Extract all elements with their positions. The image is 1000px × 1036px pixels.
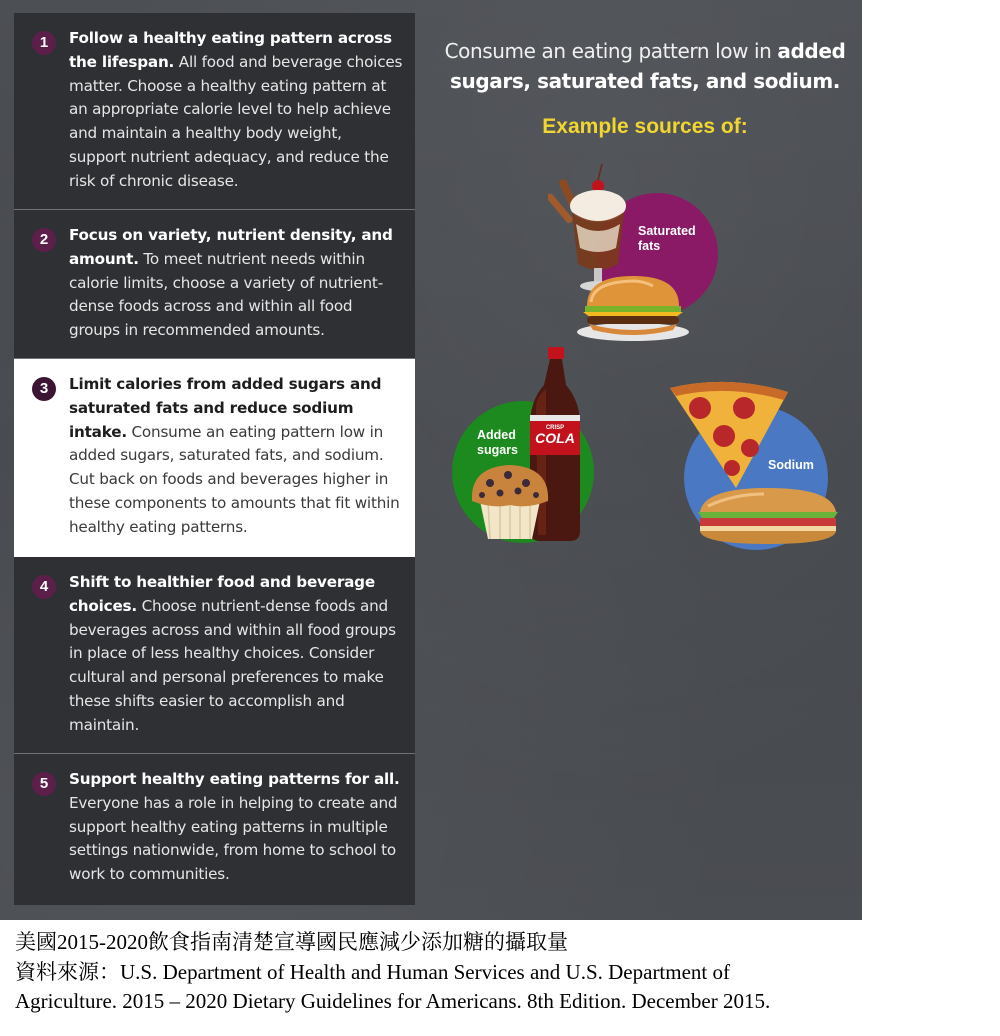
step-number-badge: 3 <box>32 377 56 401</box>
guideline-text <box>69 373 403 540</box>
step-number-badge: 4 <box>32 575 56 599</box>
sodium-group <box>664 378 844 550</box>
guideline-body: Consume an eating pattern low in added sugars, saturated fats, and sodium. Cut back on foods and beverages higher in these components to amounts that fit within healthy eating patterns. <box>69 422 400 536</box>
guideline-item-5 <box>14 754 415 905</box>
guideline-text <box>69 224 403 343</box>
guideline-item-2 <box>14 210 415 359</box>
guideline-text <box>69 768 403 887</box>
figure-caption <box>15 928 990 1017</box>
right-panel-title <box>428 36 862 96</box>
step-number-badge: 5 <box>32 772 56 796</box>
caption-line-3: Agriculture. 2015 – 2020 Dietary Guidelines for Americans. 8th Edition. December 2015. <box>15 989 771 1013</box>
saturated-fats-label: Saturated fats <box>638 224 696 253</box>
guideline-heading: Focus on variety, nutrient density, and amount. <box>69 226 393 268</box>
guideline-item-3 <box>14 359 415 557</box>
caption-line-1: 美國2015-2020飲食指南清楚宣導國民應減少添加糖的攝取量 <box>15 930 568 954</box>
title-bold-text: added sugars, saturated fats, and sodium. <box>450 39 846 93</box>
bottle-label-text: COLA <box>535 430 575 446</box>
guideline-heading: Support healthy eating patterns for all. <box>69 770 400 788</box>
guideline-heading: Shift to healthier food and beverage choices. <box>69 573 375 615</box>
guideline-body: To meet nutrient needs within calorie limits, choose a variety of nutrient-dense foods across and within all food groups in recommended amounts. <box>69 249 383 340</box>
title-plain-text: Consume an eating pattern low in <box>444 39 778 63</box>
guideline-body: Choose nutrient-dense foods and beverages across and within all food groups in place of less healthy choices. Consider cultural and personal preferences to make these shifts easier to accomplish and maintain. <box>69 596 396 734</box>
saturated-fats-group <box>548 160 728 345</box>
step-number-badge: 1 <box>32 31 56 55</box>
guideline-heading: Follow a healthy eating pattern across the lifespan. <box>69 29 392 71</box>
step-number-badge: 2 <box>32 228 56 252</box>
example-sources-label: Example sources of: <box>542 115 748 138</box>
muffin-icon <box>468 461 552 541</box>
sub-sandwich-icon <box>694 482 842 548</box>
guideline-text <box>69 27 403 194</box>
pizza-slice-icon <box>666 378 792 490</box>
added-sugars-group <box>450 345 600 545</box>
guideline-body: Everyone has a role in helping to create and support healthy eating patterns in multiple settings nationwide, from home to school to work to communities. <box>69 793 398 884</box>
caption-line-2: 資料來源：U.S. Department of Health and Human Services and U.S. Department of <box>15 959 731 984</box>
guidelines-list <box>14 13 415 905</box>
guideline-text <box>69 571 403 738</box>
guideline-heading: Limit calories from added sugars and saturated fats and reduce sodium intake. <box>69 375 382 441</box>
sodium-label: Sodium <box>768 458 814 472</box>
guideline-body: All food and beverage choices matter. Choose a healthy eating pattern at an appropriate calorie level to help achieve and maintain a healthy body weight, support nutrient adequacy, and reduce the risk of chronic disease. <box>69 52 403 190</box>
cheeseburger-icon <box>573 272 693 344</box>
added-sugars-label: Added sugars <box>477 428 518 457</box>
guideline-item-4 <box>14 557 415 754</box>
guideline-item-1 <box>14 13 415 210</box>
bottle-brand-text: CRISP <box>545 425 565 431</box>
